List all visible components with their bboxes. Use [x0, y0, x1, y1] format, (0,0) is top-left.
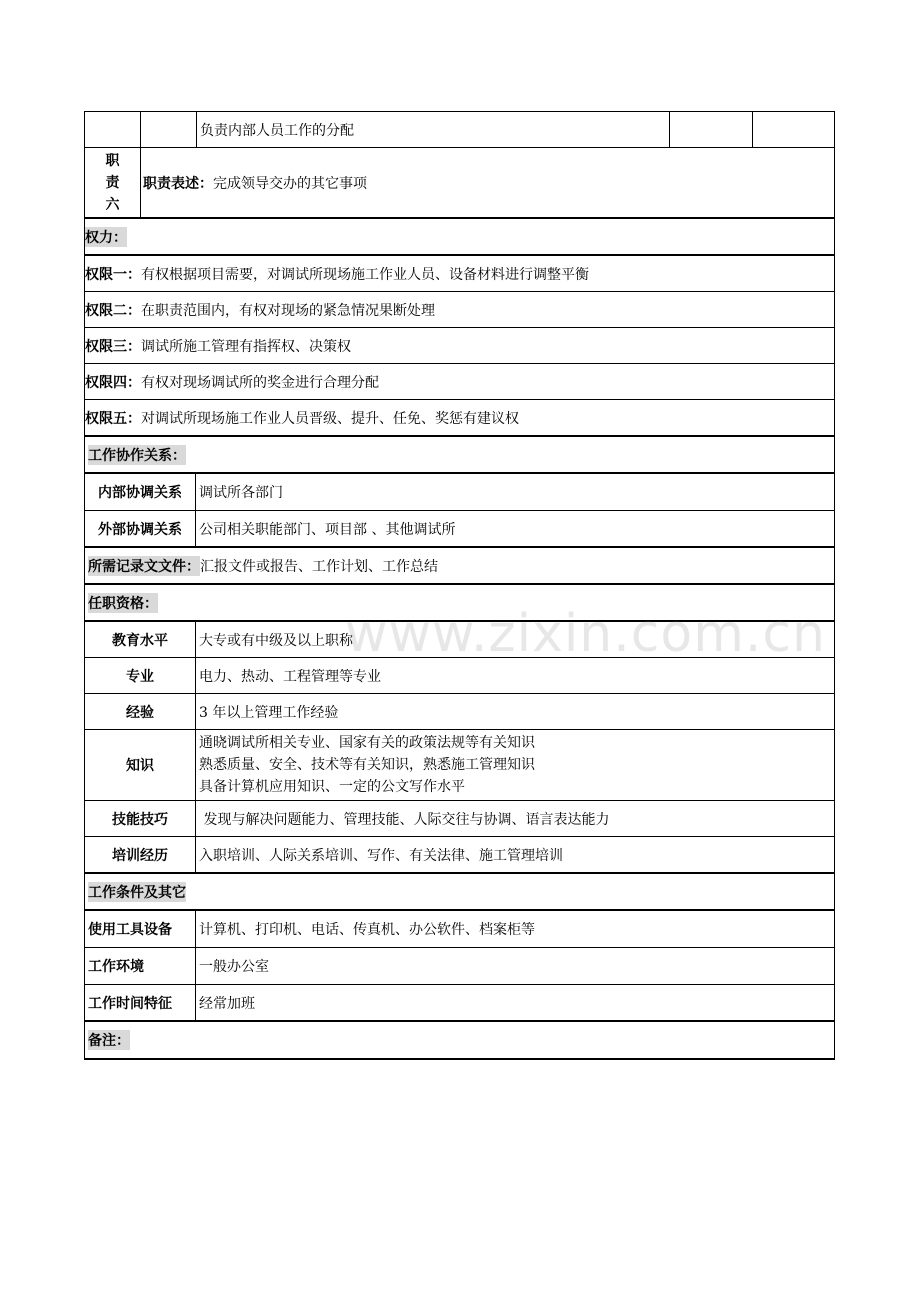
authority-label: 权限三： [85, 338, 141, 355]
duty-row [84, 111, 835, 148]
external-relations-label: 外部协调关系 [98, 521, 182, 538]
authority-item [84, 364, 835, 400]
education-row [84, 622, 835, 658]
duty-desc-text: 完成领导交办的其它事项 [213, 175, 367, 192]
work-time-text: 经常加班 [195, 985, 834, 1020]
duty-six-row [84, 148, 835, 219]
job-description-table [84, 111, 835, 1060]
knowledge-text [195, 730, 834, 800]
label-char: 职 [105, 152, 120, 169]
environment-row [84, 948, 835, 985]
knowledge-line: 通晓调试所相关专业、国家有关的政策法规等有关知识 [199, 735, 535, 751]
records-text: 汇报文件或报告、工作计划、工作总结 [200, 558, 438, 575]
education-label: 教育水平 [112, 632, 168, 649]
knowledge-line: 熟悉质量、安全、技术等有关知识，熟悉施工管理知识 [199, 757, 535, 773]
training-row [84, 837, 835, 874]
knowledge-line: 具备计算机应用知识、一定的公文写作水平 [199, 779, 465, 795]
education-text: 大专或有中级及以上职称 [195, 622, 834, 657]
records-label: 所需记录文文件： [88, 556, 200, 576]
duty-six-description [140, 148, 834, 217]
authority-text: 有权对现场调试所的奖金进行合理分配 [141, 374, 379, 391]
major-label: 专业 [126, 668, 154, 685]
records-row [84, 548, 835, 585]
internal-relations-text: 调试所各部门 [195, 474, 834, 510]
major-row [84, 658, 835, 694]
authority-label: 权限五： [85, 410, 141, 427]
authority-text: 对调试所现场施工作业人员晋级、提升、任免、奖惩有建议权 [141, 410, 519, 427]
tools-text: 计算机、打印机、电话、传真机、办公软件、档案柜等 [195, 911, 834, 947]
knowledge-label: 知识 [126, 758, 154, 774]
training-label: 培训经历 [112, 847, 168, 864]
duty-text: 负责内部人员工作的分配 [196, 112, 669, 147]
duty-desc-label: 职责表述： [143, 175, 213, 192]
empty-cell [752, 112, 834, 147]
experience-row [84, 694, 835, 730]
authority-item [84, 292, 835, 328]
qualifications-heading-row [84, 585, 835, 622]
authority-label: 权限二： [85, 302, 141, 319]
conditions-heading: 工作条件及其它 [88, 882, 186, 902]
qualifications-heading: 任职资格： [88, 593, 158, 613]
remarks-row [84, 1022, 835, 1060]
authority-text: 调试所施工管理有指挥权、决策权 [141, 338, 351, 355]
relations-heading: 工作协作关系： [88, 445, 186, 465]
authority-text: 在职责范围内，有权对现场的紧急情况果断处理 [141, 302, 435, 319]
work-time-label: 工作时间特征 [88, 995, 172, 1012]
authority-heading: 权力： [85, 227, 127, 247]
authority-item [84, 400, 835, 437]
tools-row [84, 911, 835, 948]
duty-six-label [85, 148, 140, 217]
external-relations-row [84, 511, 835, 548]
authority-heading-row [84, 219, 835, 256]
skills-text: 发现与解决问题能力、管理技能、人际交往与协调、语言表达能力 [195, 801, 834, 836]
label-char: 责 [105, 174, 120, 191]
empty-cell [140, 112, 196, 147]
external-relations-text: 公司相关职能部门、项目部 、其他调试所 [195, 511, 834, 546]
experience-text: 3 年以上管理工作经验 [195, 694, 834, 729]
conditions-heading-row [84, 874, 835, 911]
skills-row [84, 801, 835, 837]
authority-label: 权限一： [85, 266, 141, 283]
authority-text: 有权根据项目需要，对调试所现场施工作业人员、设备材料进行调整平衡 [141, 266, 589, 283]
watermark: www.zixin.com.cn [345, 604, 826, 664]
internal-relations-row [84, 474, 835, 511]
relations-heading-row [84, 437, 835, 474]
environment-label: 工作环境 [88, 959, 144, 975]
remarks-label: 备注： [88, 1030, 130, 1050]
knowledge-row [84, 730, 835, 801]
authority-item [84, 256, 835, 292]
work-time-row [84, 985, 835, 1022]
training-text: 入职培训、人际关系培训、写作、有关法律、施工管理培训 [195, 837, 834, 872]
internal-relations-label: 内部协调关系 [98, 485, 182, 501]
experience-label: 经验 [126, 704, 154, 721]
environment-text: 一般办公室 [195, 948, 834, 984]
empty-cell [669, 112, 752, 147]
tools-label: 使用工具设备 [88, 922, 172, 938]
authority-label: 权限四： [85, 374, 141, 391]
skills-label: 技能技巧 [112, 811, 168, 828]
major-text: 电力、热动、工程管理等专业 [195, 658, 834, 693]
authority-item [84, 328, 835, 364]
label-char: 六 [105, 196, 120, 213]
empty-cell [85, 112, 140, 147]
